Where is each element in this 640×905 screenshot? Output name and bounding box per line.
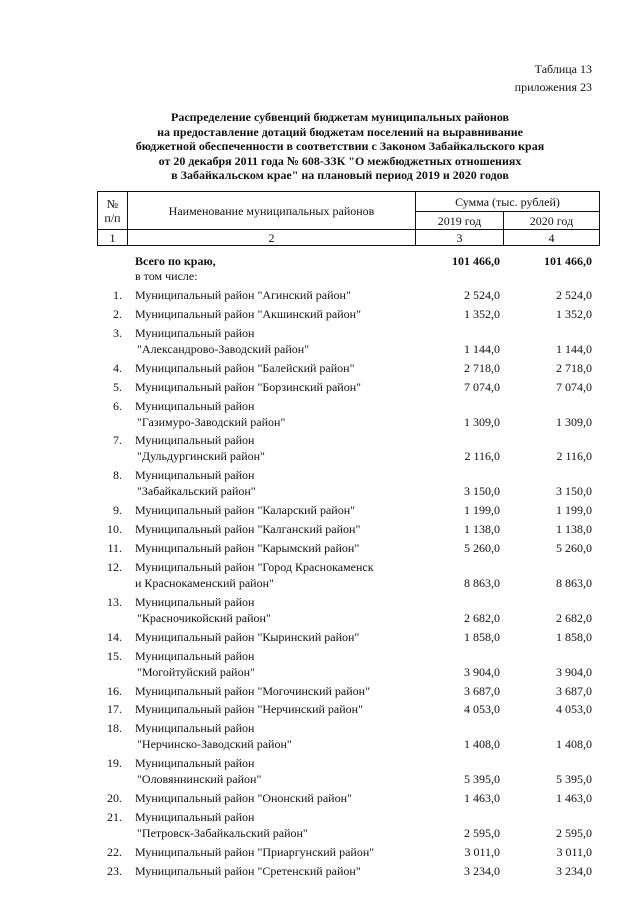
table-row	[0, 326, 640, 360]
district-name-continued: "Петровск-Забайкальский район"	[137, 826, 308, 840]
amount-2020: 1 309,0	[556, 414, 592, 429]
district-name: Муниципальный район "Могочинский район"	[135, 683, 370, 698]
amount-2020: 1 408,0	[556, 737, 592, 752]
row-number: 7.	[113, 433, 122, 448]
district-name-continued: "Забайкальский район"	[137, 484, 256, 499]
header-sum: Сумма (тыс. рублей)	[416, 192, 600, 212]
amount-2020: 1 463,0	[556, 791, 592, 806]
subtotal-label: в том числе:	[135, 269, 198, 283]
district-name: Муниципальный район	[135, 648, 255, 663]
row-number: 21.	[107, 810, 122, 824]
district-name-continued: "Оловяннинский район"	[137, 772, 262, 787]
table-row	[0, 541, 640, 556]
district-name: Муниципальный район "Карымский район"	[135, 541, 360, 555]
amount-2020: 7 074,0	[556, 379, 592, 394]
row-number: 15.	[107, 648, 122, 663]
district-name: Муниципальный район "Балейский район"	[135, 360, 355, 375]
subtotal-row	[0, 269, 640, 284]
amount-2020: 1 858,0	[556, 629, 592, 644]
district-name: Муниципальный район	[135, 756, 255, 771]
amount-2019: 5 260,0	[464, 541, 500, 555]
district-name: Муниципальный район	[135, 810, 255, 824]
appendix-reference: приложения 23	[514, 80, 592, 94]
amount-2019: 7 074,0	[464, 379, 500, 394]
amount-2020: 3 150,0	[556, 484, 592, 499]
district-name: Муниципальный район "Кыринский район"	[135, 629, 360, 644]
district-name: Муниципальный район "Борзинский район"	[135, 379, 362, 394]
title-line: в Забайкальском крае" на плановый период 2019 и 2020 годов	[171, 168, 509, 182]
column-number-3: 3	[416, 230, 504, 246]
header-num: № п/п	[98, 192, 128, 230]
amount-2019: 2 682,0	[464, 610, 500, 625]
table-row	[0, 361, 640, 376]
amount-2020: 5 260,0	[556, 541, 592, 555]
title-line: на предоставление дотаций бюджетам поселений на выравнивание	[157, 124, 523, 139]
row-number: 1.	[113, 288, 122, 302]
district-name: Муниципальный район "Сретенский район"	[135, 863, 361, 878]
amount-2019: 5 395,0	[464, 772, 500, 787]
amount-2019: 1 138,0	[464, 522, 500, 537]
amount-2019: 3 150,0	[464, 484, 500, 499]
district-name: Муниципальный район "Акшинский район"	[135, 306, 361, 321]
row-number: 2.	[113, 306, 122, 321]
table-row	[0, 630, 640, 645]
district-name: Муниципальный район "Нерчинский район"	[135, 702, 363, 717]
amount-2020: 2 682,0	[556, 610, 592, 625]
amount-2019: 3 904,0	[464, 664, 500, 679]
table-row	[0, 595, 640, 629]
row-number: 22.	[107, 844, 122, 859]
row-number: 3.	[113, 325, 122, 340]
district-name-continued: "Красночикойский район"	[137, 610, 271, 625]
district-name: Муниципальный район "Приаргунский район"	[135, 844, 375, 859]
table-reference: Таблица 13	[534, 62, 592, 76]
district-name-continued: "Александрово-Заводский район"	[137, 341, 310, 356]
table-row	[0, 684, 640, 699]
district-name-continued: "Могойтуйский район"	[137, 664, 255, 679]
header-name: Наименование муниципальных районов	[128, 192, 416, 230]
district-name-continued: "Газимуро-Заводский район"	[137, 414, 286, 429]
table-row	[0, 791, 640, 806]
total-label: Всего по краю,	[135, 254, 216, 268]
amount-2019: 8 863,0	[464, 575, 500, 590]
amount-2019: 1 309,0	[464, 414, 500, 429]
amount-2019: 3 687,0	[464, 683, 500, 698]
district-name: Муниципальный район	[135, 721, 255, 736]
amount-2019: 1 858,0	[464, 629, 500, 644]
amount-2020: 3 234,0	[556, 863, 592, 878]
header-year-2019: 2019 год	[416, 212, 504, 230]
row-number: 16.	[107, 683, 122, 698]
district-name: Муниципальный район "Калганский район"	[135, 522, 361, 537]
total-2019: 101 466,0	[452, 254, 500, 268]
amount-2019: 2 595,0	[464, 826, 500, 840]
district-name: Муниципальный район	[135, 433, 255, 448]
amount-2020: 3 011,0	[556, 844, 592, 859]
row-number: 13.	[107, 594, 122, 609]
district-name: Муниципальный район "Каларский район"	[135, 503, 356, 518]
district-name-continued: "Нерчинско-Заводский район"	[137, 737, 292, 752]
district-name: Муниципальный район	[135, 398, 255, 413]
table-row	[0, 468, 640, 502]
amount-2019: 3 234,0	[464, 863, 500, 878]
table-row	[0, 288, 640, 303]
table-row	[0, 433, 640, 467]
column-number-4: 4	[504, 230, 600, 246]
row-number: 5.	[113, 379, 122, 394]
row-number: 9.	[113, 503, 122, 518]
amount-2020: 5 395,0	[556, 772, 592, 787]
total-2020: 101 466,0	[544, 254, 592, 268]
amount-2019: 1 199,0	[464, 503, 500, 518]
amount-2020: 1 352,0	[556, 306, 592, 321]
amount-2019: 2 524,0	[464, 288, 500, 302]
district-name: Муниципальный район "Город Краснокаменск	[135, 559, 374, 574]
amount-2020: 8 863,0	[556, 575, 592, 590]
row-number: 14.	[107, 629, 122, 644]
row-number: 8.	[113, 468, 122, 483]
amount-2020: 1 138,0	[556, 522, 592, 537]
row-number: 20.	[107, 791, 122, 806]
row-number: 12.	[107, 559, 122, 574]
table-row	[0, 307, 640, 322]
table-row	[0, 380, 640, 395]
row-number: 19.	[107, 756, 122, 771]
row-number: 4.	[113, 360, 122, 375]
amount-2019: 1 463,0	[464, 791, 500, 806]
table-row	[0, 721, 640, 755]
amount-2020: 1 144,0	[556, 341, 592, 356]
amount-2020: 2 595,0	[556, 826, 592, 840]
row-number: 10.	[107, 522, 122, 537]
amount-2020: 4 053,0	[556, 702, 592, 717]
header-year-2020: 2020 год	[504, 212, 600, 230]
district-name: Муниципальный район "Агинский район"	[135, 288, 351, 302]
amount-2020: 2 524,0	[556, 288, 592, 302]
amount-2020: 3 687,0	[556, 683, 592, 698]
table-header	[97, 191, 600, 246]
amount-2019: 4 053,0	[464, 702, 500, 717]
row-number: 11.	[107, 541, 122, 555]
row-number: 23.	[107, 863, 122, 878]
title-line: бюджетной обеспеченности в соответствии с Законом Забайкальского края	[135, 139, 545, 153]
district-name: Муниципальный район	[135, 468, 255, 483]
row-number: 17.	[107, 702, 122, 717]
table-row	[0, 845, 640, 860]
amount-2020: 3 904,0	[556, 664, 592, 679]
table-row	[0, 503, 640, 518]
amount-2019: 1 408,0	[464, 737, 500, 752]
table-row	[0, 399, 640, 433]
total-row	[0, 254, 640, 269]
amount-2019: 1 352,0	[464, 306, 500, 321]
table-row	[0, 864, 640, 879]
amount-2019: 2 116,0	[464, 449, 500, 464]
column-number-1: 1	[98, 230, 128, 246]
amount-2019: 3 011,0	[464, 844, 500, 859]
row-number: 18.	[107, 721, 122, 736]
table-row	[0, 756, 640, 790]
amount-2020: 2 718,0	[556, 360, 592, 375]
district-name-continued: и Краснокаменский район"	[135, 575, 274, 590]
table-row	[0, 649, 640, 683]
document-title	[90, 110, 590, 183]
row-number: 6.	[113, 398, 122, 413]
district-name: Муниципальный район	[135, 594, 255, 609]
amount-2020: 1 199,0	[556, 503, 592, 518]
amount-2020: 2 116,0	[556, 449, 592, 464]
amount-2019: 2 718,0	[464, 360, 500, 375]
table-row	[0, 560, 640, 594]
table-row	[0, 702, 640, 717]
district-name-continued: "Дульдургинский район"	[137, 449, 265, 464]
amount-2019: 1 144,0	[464, 341, 500, 356]
table-row	[0, 810, 640, 844]
title-line: от 20 декабря 2011 года № 608-ЗЗК "О межбюджетных отношениях	[158, 153, 522, 168]
table-row	[0, 522, 640, 537]
column-number-2: 2	[128, 230, 416, 246]
title-line: Распределение субвенций бюджетам муниципальных районов	[170, 110, 510, 124]
district-name: Муниципальный район "Ононский район"	[135, 791, 352, 806]
district-name: Муниципальный район	[135, 325, 255, 340]
